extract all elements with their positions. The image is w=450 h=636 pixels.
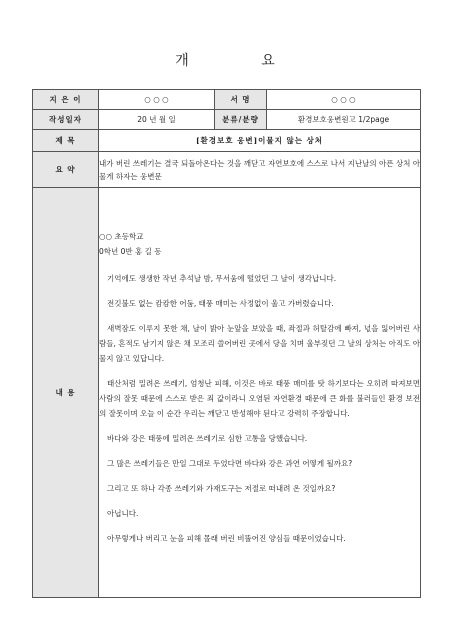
paragraph: 아닙니다. bbox=[107, 509, 139, 518]
subject-label: 제 목 bbox=[33, 130, 99, 152]
category-label: 분류/분량 bbox=[215, 110, 267, 130]
content-body bbox=[99, 188, 421, 598]
author-label: 지 은 이 bbox=[33, 90, 99, 110]
paragraph: 전깃불도 없는 캄캄한 어둠, 태풍 매미는 사정없이 울고 가버렸습니다. bbox=[107, 299, 334, 308]
outline-form bbox=[32, 89, 421, 598]
summary-value: 내가 버린 쓰레기는 결국 되돌아온다는 것을 깨닫고 자연보호에 스스로 나서 지난날의 아픈 상처 아물게 하자는 웅변문 bbox=[99, 152, 421, 188]
page-title: 개 요 bbox=[175, 53, 309, 69]
content-label: 내 용 bbox=[33, 188, 99, 598]
paragraph: 그 많은 쓰레기들은 만일 그대로 두었다면 바다와 강은 과연 어떻게 될까요? bbox=[107, 459, 353, 468]
school-name: ○○ 초등학교 bbox=[99, 232, 144, 241]
paragraph: 그리고 또 하나 각종 쓰레기와 가재도구는 저절로 떠내려 온 것일까요? bbox=[107, 484, 336, 493]
date-label: 작성일자 bbox=[33, 110, 99, 130]
paragraph: 새벽잠도 이루지 못한 채, 날이 밝아 눈앞을 보았을 때, 좌절과 허탈감에 빠져, 넋을 잃어버린 사람들, 흔적도 남기지 않은 채 모조리 쓸어버린 곳에서 당을 치며 울부짖던 그 날의 상처는 아직도 아물지 않고 있답니다. bbox=[99, 324, 420, 363]
signature-label: 서 명 bbox=[215, 90, 267, 110]
subject-value: [환경보호 웅변]이물지 않는 상처 bbox=[99, 130, 421, 152]
date-value: 20 년 월 일 bbox=[99, 110, 215, 130]
paragraph: 바다와 강은 태풍에 밀려온 쓰레기로 심한 고통을 당했습니다. bbox=[107, 434, 308, 443]
summary-label: 요 약 bbox=[33, 152, 99, 188]
paragraph: 태산처럼 밀려온 쓰레기, 엄청난 피해, 이것은 바로 태풍 매미를 탓 하기보다는 오히려 따져보면 사람의 잘못 때문에 스스로 받은 죄 값이라니 오염된 자연환경 때문에 큰 화를 불러들인 환경 보전의 잘못이며 오늘 이 순간 우리는 깨닫고 반성해야 된다고 강력히 주장합니다. bbox=[99, 379, 420, 418]
paragraph: 아무렇게나 버리고 눈을 피해 몰래 버린 비뚤어진 양심들 때문이었습니다. bbox=[107, 534, 346, 543]
author-value: ○ ○ ○ bbox=[99, 90, 215, 110]
category-value: 환경보호웅변원고 1/2page bbox=[267, 110, 421, 130]
student-name: 0학년 0반 홍 길 동 bbox=[99, 247, 162, 256]
paragraph: 기억에도 생생한 작년 추석날 밤, 무서움에 떨었던 그 날이 생각납니다. bbox=[107, 274, 337, 283]
signature-value: ○ ○ ○ bbox=[267, 90, 421, 110]
